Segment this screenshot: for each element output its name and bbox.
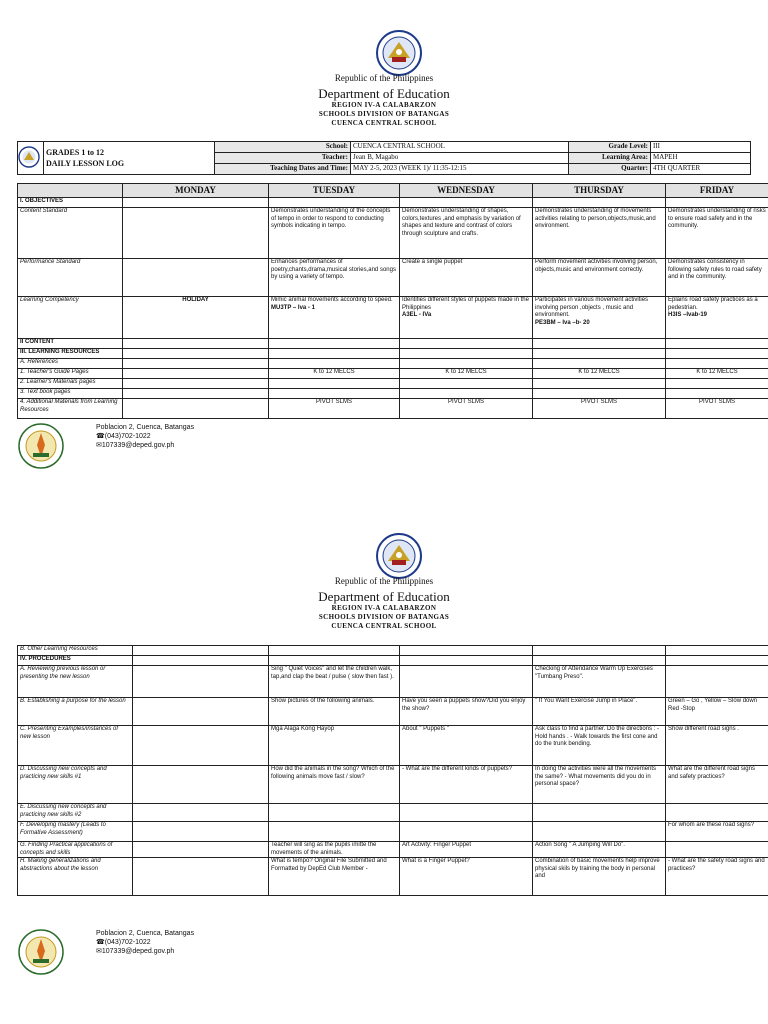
p1-row-6 [18, 359, 768, 369]
cell-text: Mimic animal movements according to speed. [271, 297, 393, 303]
cell-thursday [533, 198, 666, 208]
cell-tuesday [269, 698, 400, 726]
teaching-dates-value: MAY 2-5, 2023 (WEEK 1)/ 11:35-12:15 [351, 164, 569, 175]
cell-wednesday [400, 259, 533, 297]
cell-friday [666, 656, 768, 666]
phone-icon: ☎ [96, 433, 105, 440]
cell-friday [666, 259, 768, 297]
cell-monday [133, 698, 269, 726]
learning-area-label: Learning Area: [569, 153, 651, 164]
cell-thursday [533, 208, 666, 259]
footer-phone-2: (043)702-1022 [104, 939, 151, 946]
department-title-2: Department of Education [318, 589, 450, 604]
competency-code: A3EL - IVa [402, 312, 432, 319]
cell-wednesday [400, 359, 533, 369]
grade-level-label: Grade Level: [569, 142, 651, 153]
cell-text: K to 12 MELCS [313, 369, 355, 375]
p1-row-0 [18, 198, 768, 208]
teaching-dates-label: Teaching Dates and Time: [215, 164, 351, 175]
day-header-tuesday: TUESDAY [269, 184, 400, 198]
row-label: III. LEARNING RESOURCES [18, 349, 123, 359]
day-header-thursday: THURSDAY [533, 184, 666, 198]
cell-tuesday [269, 656, 400, 666]
cell-thursday [533, 399, 666, 419]
p2-row-2 [18, 666, 768, 698]
cell-text: Demonstrates consistency in following safety rules to road safety and in the community. [668, 259, 762, 281]
cell-tuesday [269, 766, 400, 804]
grade-level-value: III [651, 142, 751, 153]
cell-friday [666, 339, 768, 349]
cell-tuesday [269, 369, 400, 379]
cell-friday [666, 726, 768, 766]
cell-monday [133, 822, 269, 842]
footer-email-line-2 [96, 947, 194, 956]
corner-cell [18, 184, 123, 198]
cell-text: PIVOT SLMS [316, 399, 352, 405]
p1-row-1 [18, 208, 768, 259]
row-label: E. Discussing new concepts and practicing new skills #2 [18, 804, 133, 822]
cell-friday [666, 208, 768, 259]
cell-text: " If You Want Exercise Jump in Place". [535, 698, 638, 704]
cell-monday [123, 359, 269, 369]
info-table [17, 141, 751, 175]
footer-address-2: Poblacion 2, Cuenca, Batangas [96, 930, 195, 937]
cell-friday [666, 198, 768, 208]
cell-tuesday [269, 379, 400, 389]
cell-monday [123, 389, 269, 399]
cell-monday [123, 349, 269, 359]
cell-friday [666, 858, 768, 896]
p2-row-3 [18, 698, 768, 726]
cell-wednesday [400, 339, 533, 349]
cell-tuesday [269, 297, 400, 339]
cell-friday [666, 399, 768, 419]
cell-thursday [533, 766, 666, 804]
cell-text: What are the different road signs and safety practices? [668, 766, 755, 780]
p2-row-9 [18, 858, 768, 896]
cell-thursday [533, 339, 666, 349]
cell-text: Eplains road safety practices as a pedestrian. [668, 297, 758, 311]
cell-friday [666, 389, 768, 399]
row-label: D. Discussing new concepts and practicing new skills #1 [18, 766, 133, 804]
school-label: School: [215, 142, 351, 153]
cell-thursday [533, 726, 666, 766]
cell-tuesday [269, 359, 400, 369]
region-text: REGION IV-A CALABARZON [331, 101, 437, 109]
row-label: F. Developing mastery (Leads to Formative Assessment) [18, 822, 133, 842]
cell-text: K to 12 MELCS [578, 369, 620, 375]
cell-tuesday [269, 804, 400, 822]
day-header-monday: MONDAY [123, 184, 269, 198]
p2-row-4 [18, 726, 768, 766]
footer-contact-2 [96, 929, 194, 956]
cell-text: Teacher will sing as the pupils imitte the movements of the animals. [271, 842, 377, 856]
cell-tuesday [269, 349, 400, 359]
cell-wednesday [400, 198, 533, 208]
cell-monday [123, 379, 269, 389]
lesson-log-title [44, 142, 215, 175]
cell-text: K to 12 MELCS [696, 369, 738, 375]
cell-thursday [533, 369, 666, 379]
cell-text: Art Activity: Finger Puppet [402, 842, 472, 848]
department-title: Department of Education [318, 86, 450, 101]
p2-row-7 [18, 822, 768, 842]
cell-monday [133, 666, 269, 698]
cell-wednesday [400, 804, 533, 822]
row-label: 1. Teacher's Guide Pages [18, 369, 123, 379]
cell-thursday [533, 359, 666, 369]
p2-row-8 [18, 842, 768, 858]
cell-monday [123, 259, 269, 297]
cell-text: Demonstrates understanding of movements activities relating to person,objects,music,and environment. [535, 208, 656, 230]
footer-page-2 [18, 929, 318, 977]
deped-seal-logo-2 [376, 533, 422, 579]
p1-row-8 [18, 379, 768, 389]
p2-row-0 [18, 646, 768, 656]
row-label: 3. Text book pages [18, 389, 123, 399]
lesson-plan-table-page-2 [17, 645, 768, 896]
cell-text: PIVOT SLMS [448, 399, 484, 405]
cell-friday [666, 766, 768, 804]
row-label: 4. Additional Materials from Learning Resources [18, 399, 123, 419]
cell-monday [133, 804, 269, 822]
school-text-2: CUENCA CENTRAL SCHOOL [331, 622, 437, 630]
cell-thursday [533, 389, 666, 399]
cell-wednesday [400, 208, 533, 259]
cell-thursday [533, 842, 666, 858]
school-text: CUENCA CENTRAL SCHOOL [331, 119, 437, 127]
cell-tuesday [269, 339, 400, 349]
cell-friday [666, 297, 768, 339]
cell-text: Demonstrates understanding of shapes, colors,textures ,and emphasis by variation of shapes and texture and contrast of colors through sculpture and crafts. [402, 208, 521, 237]
cell-text: Show different road signs . [668, 726, 739, 732]
cell-monday [123, 297, 269, 339]
cell-text: - What are the safety road signs and practices? [668, 858, 765, 872]
cell-thursday [533, 858, 666, 896]
footer-page-1 [18, 423, 318, 471]
cell-wednesday [400, 656, 533, 666]
cell-text: Sing " Quiet Voices" and let the children walk, tap,and clap the beat / pulse ( slow then fast ). [271, 666, 394, 680]
cell-text: Demonstrates understanding of the concepts of tempo in order to respond to conducting symbols indicating in tempo. [271, 208, 391, 230]
row-label: B. Establishing a purpose for the lesson [18, 698, 133, 726]
cell-wednesday [400, 842, 533, 858]
cell-friday [666, 666, 768, 698]
cell-tuesday [269, 822, 400, 842]
footer-contact [96, 423, 194, 450]
cell-text: - What are the different kinds of puppets? [402, 766, 512, 772]
quarter-label: Quarter: [569, 164, 651, 175]
cell-text: Create a single puppet [402, 259, 463, 265]
cell-text: Enhances performances of poetry,chants,drama,musical stories,and songs by using a variety of tempo. [271, 259, 396, 281]
cell-monday [133, 842, 269, 858]
cell-tuesday [269, 726, 400, 766]
cell-text: Perform movement activities involving person, objects,music and environment correctly. [535, 259, 658, 273]
cell-friday [666, 804, 768, 822]
footer-phone-line-2 [96, 938, 194, 947]
cell-friday [666, 698, 768, 726]
footer-address: Poblacion 2, Cuenca, Batangas [96, 424, 195, 431]
footer-email: 107339@deped.gov.ph [101, 442, 175, 449]
cell-monday [123, 399, 269, 419]
cell-wednesday [400, 646, 533, 656]
cell-text: Participates in various movement activities involving person ,objects , music and environment. [535, 297, 649, 319]
cell-tuesday [269, 842, 400, 858]
cell-thursday [533, 349, 666, 359]
title-line-2: DAILY LESSON LOG [46, 159, 125, 168]
row-label: Content Standard [18, 208, 123, 259]
republic-text-2: Republic of the Philippines [334, 576, 434, 586]
day-header-row [18, 184, 768, 198]
cell-text: Combination of basic movements help improve physical skils by training the body in personal and [535, 858, 660, 880]
cell-text: Action Song " A Jumping Will Do". [535, 842, 625, 848]
row-label: A. Reviewing previous lesson or presenting the new lesson [18, 666, 133, 698]
cell-tuesday [269, 646, 400, 656]
p2-row-6 [18, 804, 768, 822]
cell-text: PIVOT SLMS [581, 399, 617, 405]
p2-row-5 [18, 766, 768, 804]
cell-thursday [533, 297, 666, 339]
cell-monday [123, 208, 269, 259]
cell-wednesday [400, 766, 533, 804]
day-header-wednesday: WEDNESDAY [400, 184, 533, 198]
cell-friday [666, 379, 768, 389]
competency-code: H3IS –Ivab-19 [668, 312, 708, 319]
region-text-2: REGION IV-A CALABARZON [331, 604, 437, 612]
cell-text: K to 12 MELCS [445, 369, 487, 375]
cell-monday [133, 858, 269, 896]
title-line-1: GRADES 1 to 12 [46, 148, 105, 157]
cell-thursday [533, 379, 666, 389]
cell-thursday [533, 698, 666, 726]
row-label: IV. PROCEDURES [18, 656, 133, 666]
cell-thursday [533, 666, 666, 698]
p1-row-3 [18, 297, 768, 339]
p2-row-1 [18, 656, 768, 666]
deped-seal-logo [376, 30, 422, 76]
competency-code: MU3TP – Iva - 1 [271, 304, 315, 311]
cell-monday [123, 369, 269, 379]
cell-text: Ask class to find a partner. Do the directions : - Hold hands . - Walk towards the first cone and do the trunk bending. [535, 726, 660, 748]
footer-phone-line [96, 432, 194, 441]
cell-text: Mga Alaga Kong Hayop [271, 726, 335, 732]
footer-email-2: 107339@deped.gov.ph [101, 948, 175, 955]
cell-text: What is a Finger Puppet? [402, 858, 470, 865]
learning-area-value: MAPEH [651, 153, 751, 164]
cell-friday [666, 842, 768, 858]
row-label: I. OBJECTIVES [18, 198, 123, 208]
row-label: Learning Competency [18, 297, 123, 339]
cell-thursday [533, 259, 666, 297]
cell-monday [133, 726, 269, 766]
row-label: 2. Learner's Materials pages [18, 379, 123, 389]
cell-text: In doing the activities were all the movements the same? - What movements did you do in personal space? [535, 766, 657, 788]
deped-logo-cell [18, 142, 44, 175]
cell-tuesday [269, 858, 400, 896]
republic-text: Republic of the Philippines [334, 73, 434, 83]
document-page-1 [0, 0, 768, 500]
cell-text: For whom are these road signs? [668, 822, 755, 828]
cell-monday [133, 656, 269, 666]
cell-tuesday [269, 666, 400, 698]
cell-tuesday [269, 259, 400, 297]
cell-text: Have you seen a puppets show?Did you enjoy the show? [402, 698, 526, 712]
day-header-friday: FRIDAY [666, 184, 768, 198]
cell-friday [666, 359, 768, 369]
cell-monday [123, 198, 269, 208]
p1-row-4 [18, 339, 768, 349]
cell-friday [666, 369, 768, 379]
deped-small-seal-icon [18, 146, 40, 168]
document-page-2 [0, 505, 768, 1024]
division-text-2: SCHOOLS DIVISION OF BATANGAS [318, 613, 450, 621]
teacher-label: Teacher: [215, 153, 351, 164]
p1-row-7 [18, 369, 768, 379]
lesson-plan-table-page-1 [17, 183, 768, 419]
cell-tuesday [269, 198, 400, 208]
cell-text: Checking of Attendance Warm Up Exercises "Tumbang Preso". [535, 666, 653, 680]
division-text: SCHOOLS DIVISION OF BATANGAS [318, 110, 450, 118]
cell-wednesday [400, 369, 533, 379]
school-value: CUENCA CENTRAL SCHOOL [351, 142, 569, 153]
cell-wednesday [400, 858, 533, 896]
school-logo [18, 423, 64, 469]
cell-text: PIVOT SLMS [699, 399, 735, 405]
cell-text: Demonstrates understanding of risks to ensure road safety and in the community. [668, 208, 766, 230]
cell-text: How did the animals in the song? Which of the following animals move fast / slow? [271, 766, 395, 780]
cell-text: Identifies different styles of puppets made in the Philippines [402, 297, 529, 311]
cell-wednesday [400, 297, 533, 339]
p1-row-2 [18, 259, 768, 297]
email-icon: ✉ [96, 442, 102, 449]
footer-phone: (043)702-1022 [104, 433, 151, 440]
email-icon: ✉ [96, 948, 102, 955]
teacher-value: Jean B, Magabo [351, 153, 569, 164]
row-label: C. Presenting Examples/instances of new lesson [18, 726, 133, 766]
cell-wednesday [400, 666, 533, 698]
cell-monday [133, 766, 269, 804]
phone-icon: ☎ [96, 939, 105, 946]
p1-row-9 [18, 389, 768, 399]
row-label: II CONTENT [18, 339, 123, 349]
p1-row-5 [18, 349, 768, 359]
quarter-value: 4TH QUARTER [651, 164, 751, 175]
cell-tuesday [269, 399, 400, 419]
cell-wednesday [400, 698, 533, 726]
cell-wednesday [400, 726, 533, 766]
cell-wednesday [400, 349, 533, 359]
footer-email-line [96, 441, 194, 450]
cell-thursday [533, 804, 666, 822]
cell-wednesday [400, 822, 533, 842]
cell-text: Show pictures of the following animals. [271, 698, 375, 704]
cell-tuesday [269, 389, 400, 399]
cell-friday [666, 646, 768, 656]
cell-wednesday [400, 379, 533, 389]
school-logo-2 [18, 929, 64, 975]
cell-text: About " Puppets " [402, 726, 449, 732]
cell-text: What is tempo? Original File Submitted and Formatted by DepEd Club Member - [271, 858, 387, 872]
cell-text: HOLIDAY [182, 297, 209, 303]
row-label: G. Finding Practical applications of concepts and skills [18, 842, 133, 858]
competency-code: PE3BM – Iva –b- 20 [535, 319, 590, 326]
cell-wednesday [400, 399, 533, 419]
cell-text: Green – Go , Yellow – Slow down Red -Stop [668, 698, 758, 712]
cell-thursday [533, 822, 666, 842]
cell-monday [133, 646, 269, 656]
row-label: B. Other Learning Resources [18, 646, 133, 656]
cell-thursday [533, 646, 666, 656]
row-label: A. References [18, 359, 123, 369]
cell-monday [123, 339, 269, 349]
cell-wednesday [400, 389, 533, 399]
cell-friday [666, 349, 768, 359]
row-label: Performance Standard [18, 259, 123, 297]
cell-friday [666, 822, 768, 842]
cell-tuesday [269, 208, 400, 259]
p1-row-10 [18, 399, 768, 419]
row-label: H. Making generalizations and abstractions about the lesson [18, 858, 133, 896]
cell-thursday [533, 656, 666, 666]
